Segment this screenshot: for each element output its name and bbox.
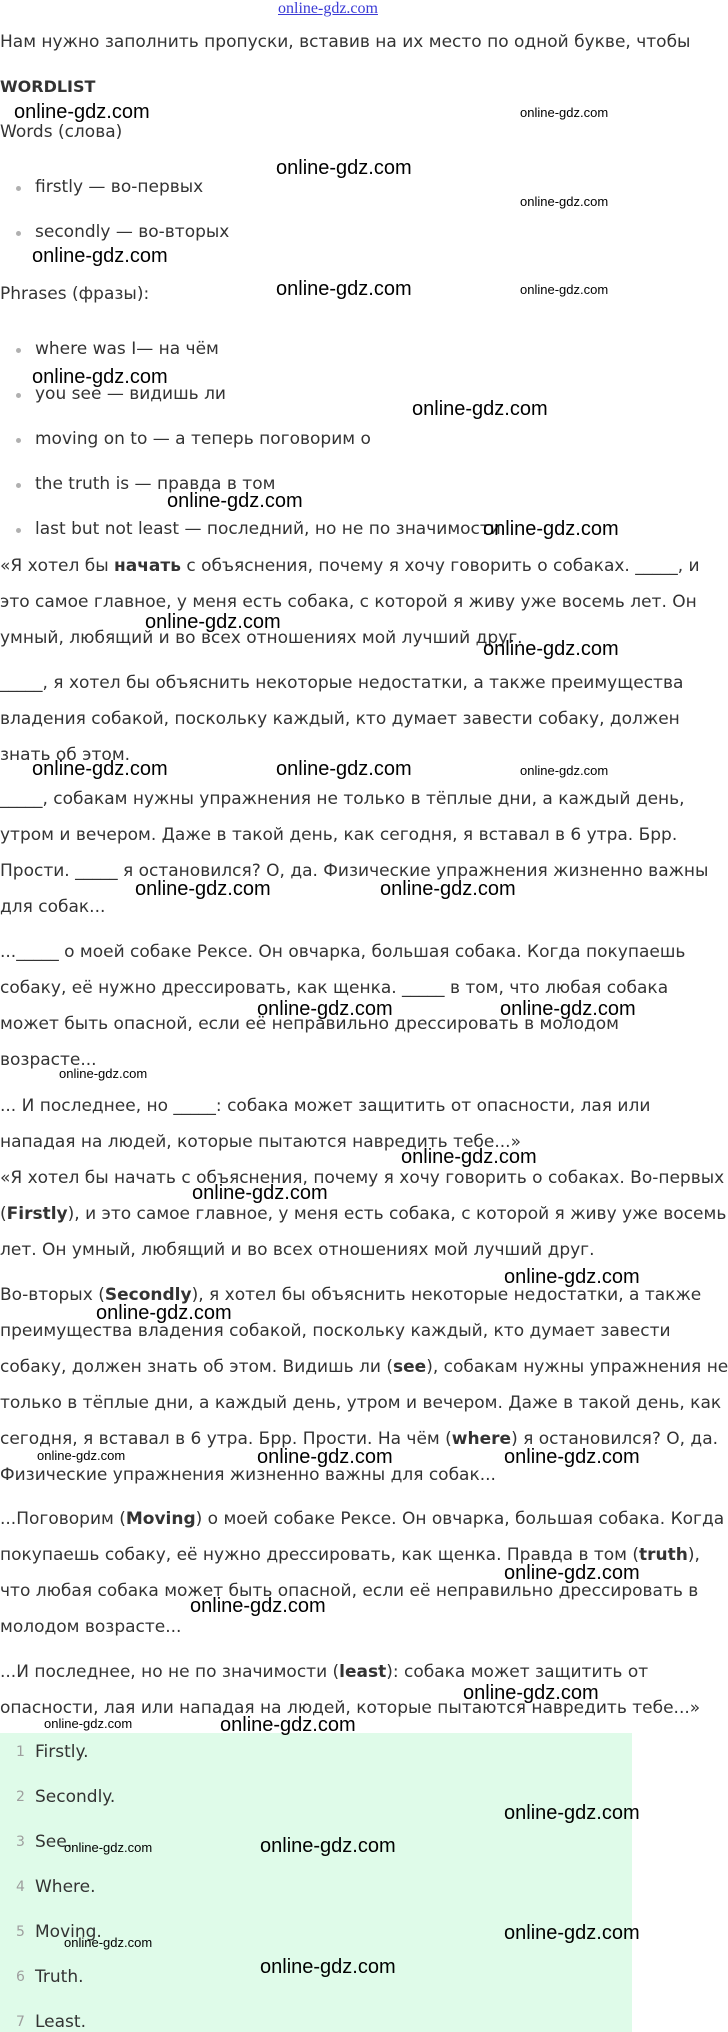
- watermark: online-gdz.com: [260, 1956, 396, 1978]
- bullet-icon: [16, 186, 21, 191]
- wordlist-title: WORDLIST: [0, 77, 96, 96]
- intro-text: Нам нужно заполнить пропуски, вставив на их место по одной букве, чтобы: [0, 32, 691, 52]
- watermark: online-gdz.com: [167, 490, 303, 512]
- task-line: «Я хотел бы начать с объяснения, почему я хочу говорить о собаках. _____, и: [0, 556, 700, 576]
- answer-line: что любая собака может быть опасной, если её неправильно дрессировать в: [0, 1581, 699, 1601]
- answer-line: Физические упражнения жизненно важны для собак...: [0, 1465, 496, 1485]
- watermark: online-gdz.com: [483, 638, 619, 660]
- watermark: online-gdz.com: [135, 878, 271, 900]
- watermark: online-gdz.com: [37, 1448, 126, 1463]
- watermark: online-gdz.com: [257, 998, 393, 1020]
- answer-line: ...Поговорим (Moving) о моей собаке Рексе. Он овчарка, большая собака. Когда: [0, 1509, 725, 1529]
- task-line: это самое главное, у меня есть собака, с которой я живу уже восемь лет. Он: [0, 592, 697, 612]
- bullet-icon: [16, 483, 21, 488]
- answer-line: опасности, лая или нападая на людей, которые пытаются навредить тебе...»: [0, 1698, 701, 1718]
- watermark: online-gdz.com: [380, 878, 516, 900]
- watermark: online-gdz.com: [520, 763, 609, 778]
- task-line: собаку, её нужно дрессировать, как щенка. _____ в том, что любая собака: [0, 978, 669, 998]
- watermark: online-gdz.com: [412, 398, 548, 420]
- bullet-icon: [16, 231, 21, 236]
- answer-line: Во-вторых (Secondly), я хотел бы объяснить некоторые недостатки, а также: [0, 1285, 702, 1305]
- watermark: online-gdz.com: [276, 758, 412, 780]
- watermark: online-gdz.com: [44, 1716, 133, 1731]
- watermark: online-gdz.com: [14, 101, 150, 123]
- watermark: online-gdz.com: [145, 611, 281, 633]
- watermark: online-gdz.com: [504, 1562, 640, 1584]
- task-line: утром и вечером. Даже в такой день, как сегодня, я вставал в 6 утра. Брр.: [0, 825, 678, 845]
- bullet-icon: [16, 528, 21, 533]
- answer-line: (Firstly), и это самое главное, у меня есть собака, с которой я живу уже восемь: [0, 1204, 727, 1224]
- watermark: online-gdz.com: [500, 998, 636, 1020]
- task-line: ..._____ о моей собаке Рексе. Он овчарка, большая собака. Когда покупаешь: [0, 942, 686, 962]
- task-line: _____, я хотел бы объяснить некоторые недостатки, а также преимущества: [0, 673, 684, 693]
- watermark: online-gdz.com: [483, 518, 619, 540]
- phrases-heading: Phrases (фразы):: [0, 284, 150, 304]
- answer-line: ...И последнее, но не по значимости (least): собака может защитить от: [0, 1662, 649, 1682]
- bullet-icon: [16, 348, 21, 353]
- watermark: online-gdz.com: [520, 282, 609, 297]
- watermark: online-gdz.com: [276, 278, 412, 300]
- watermark: online-gdz.com: [463, 1682, 599, 1704]
- watermark: online-gdz.com: [504, 1446, 640, 1468]
- watermark: online-gdz.com: [520, 194, 609, 209]
- task-line: нападая на людей, которые пытаются навредить тебе...»: [0, 1132, 521, 1152]
- answer-line: покупаешь собаку, её нужно дрессировать, как щенка. Правда в том (truth),: [0, 1545, 700, 1565]
- watermark: online-gdz.com: [276, 157, 412, 179]
- watermark: online-gdz.com: [504, 1802, 640, 1824]
- answers-box: 1 Firstly. 2 Secondly. 3 See. 4 Where. 5 Moving. 6 Truth. 7 Least.: [0, 1733, 632, 2032]
- answer-line: «Я хотел бы начать с объяснения, почему я хочу говорить о собаках. Во-первых: [0, 1168, 725, 1188]
- task-line: возрасте...: [0, 1050, 97, 1070]
- watermark: online-gdz.com: [520, 105, 609, 120]
- answer-line: только в тёплые дни, а каждый день, утром и вечером. Даже в такой день, как: [0, 1393, 722, 1413]
- answer-line: преимущества владения собакой, поскольку каждый, кто думает завести: [0, 1321, 671, 1341]
- watermark: online-gdz.com: [260, 1835, 396, 1857]
- task-line: _____, собакам нужны упражнения не только в тёплые дни, а каждый день,: [0, 789, 685, 809]
- watermark: online-gdz.com: [257, 1446, 393, 1468]
- watermark: online-gdz.com: [192, 1182, 328, 1204]
- watermark: online-gdz.com: [96, 1302, 232, 1324]
- watermark: online-gdz.com: [504, 1922, 640, 1944]
- watermark: online-gdz.com: [504, 1266, 640, 1288]
- task-line: может быть опасной, если её неправильно дрессировать в молодом: [0, 1014, 619, 1034]
- task-line: владения собакой, поскольку каждый, кто думает завести собаку, должен: [0, 709, 680, 729]
- words-heading: Words (слова): [0, 122, 123, 142]
- watermark: online-gdz.com: [59, 1066, 148, 1081]
- watermark: online-gdz.com: [32, 245, 168, 267]
- watermark: online-gdz.com: [190, 1595, 326, 1617]
- watermark: online-gdz.com: [401, 1146, 537, 1168]
- task-line: ... И последнее, но _____: собака может защитить от опасности, лая или: [0, 1096, 651, 1116]
- answer-line: собаку, должен знать об этом. Видишь ли (see), собакам нужны упражнения не: [0, 1357, 728, 1377]
- bullet-icon: [16, 393, 21, 398]
- site-logo[interactable]: online-gdz.com: [278, 0, 378, 17]
- task-line: Прости. _____ я остановился? О, да. Физические упражнения жизненно важны: [0, 861, 709, 881]
- watermark: online-gdz.com: [64, 1935, 153, 1950]
- answer-line: лет. Он умный, любящий и во всех отношениях мой лучший друг.: [0, 1240, 595, 1260]
- answer-line: молодом возрасте...: [0, 1617, 182, 1637]
- watermark: online-gdz.com: [220, 1714, 356, 1736]
- task-line: умный, любящий и во всех отношениях мой лучший друг.: [0, 628, 523, 648]
- answer-line: сегодня, я вставал в 6 утра. Брр. Прости. На чём (where) я остановился? О, да.: [0, 1429, 719, 1449]
- watermark: online-gdz.com: [32, 366, 168, 388]
- task-line: для собак...: [0, 897, 106, 917]
- watermark: online-gdz.com: [64, 1840, 153, 1855]
- bullet-icon: [16, 438, 21, 443]
- watermark: online-gdz.com: [32, 758, 168, 780]
- task-line: знать об этом.: [0, 745, 131, 765]
